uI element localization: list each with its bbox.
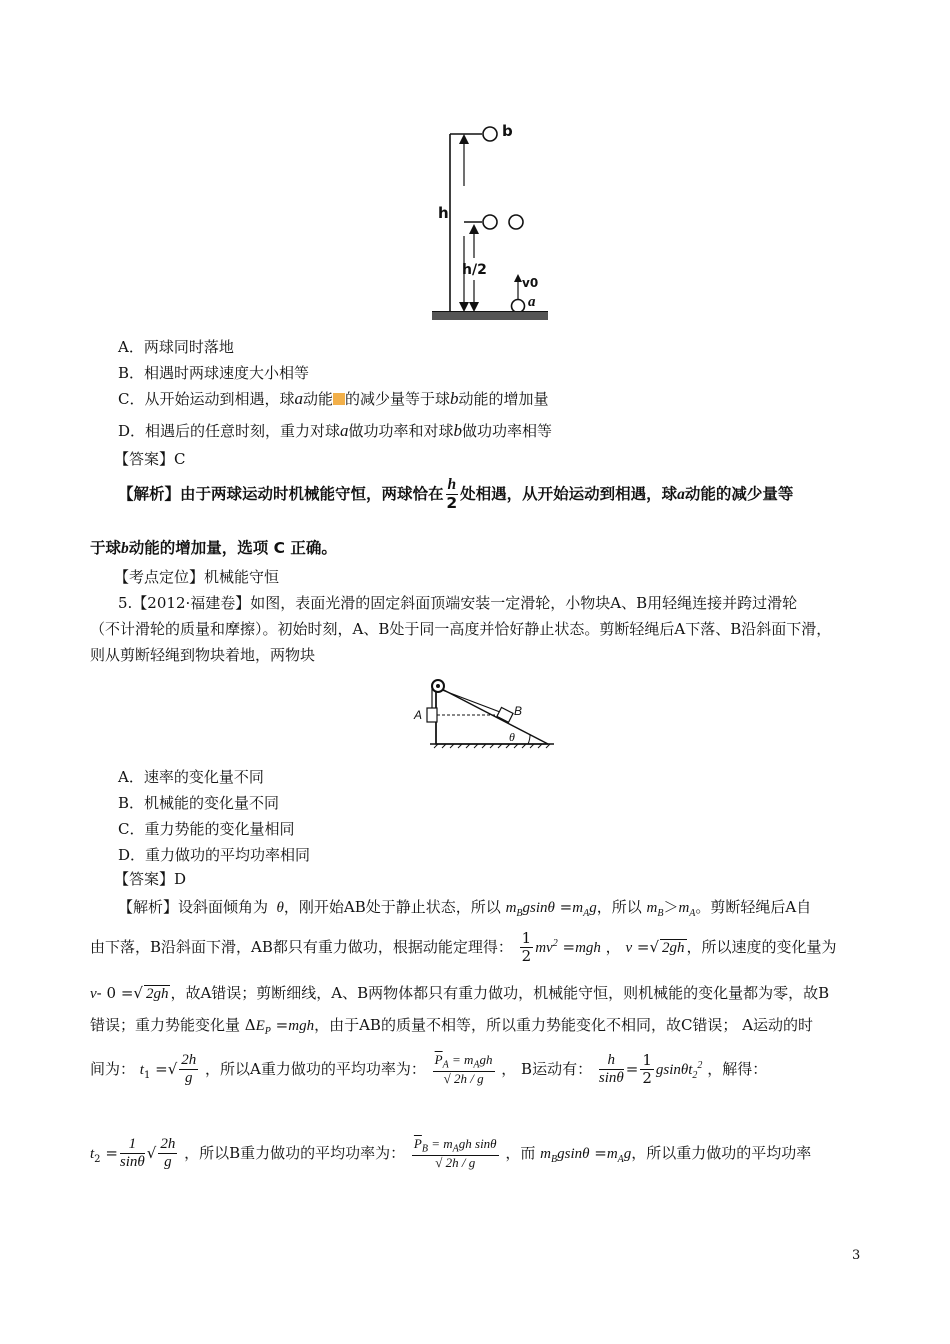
var-a: a	[677, 485, 685, 503]
q5-analysis-l1-part4: 。剪断轻绳后A自	[695, 898, 812, 916]
q4-analysis-line2	[90, 536, 337, 558]
q5-analysis-l2-part2: ，所以速度的变化量为	[686, 937, 837, 956]
var-a: a	[294, 389, 303, 408]
q4-analysis-part5: 动能的增加量，选项 C 正确。	[128, 539, 337, 557]
label-a: a	[528, 294, 536, 310]
frac-den: 2	[446, 493, 458, 512]
fraction-h-over-2	[446, 476, 459, 513]
label-v0: v0	[522, 276, 539, 290]
q4-option-d	[118, 420, 552, 441]
q5-analysis-l4-part2: ，由于AB的质量不相等，所以重力势能变化不相同，故C错误； A运动的时	[314, 1016, 814, 1034]
q5-stem-line1: 5.【2012·福建卷】如图，表面光滑的固定斜面顶端安装一定滑轮，小物块A、B用轻绳连接并跨过滑轮	[118, 594, 798, 612]
q5-analysis-line4: 错误；重力势能变化量 $\Delta E_P =mgh$，由于AB的质量不相等，所以重力势能变化不相同，故C错误； A运动的时	[90, 1016, 814, 1037]
q4-option-c-part1: C．从开始运动到相遇，球	[118, 390, 295, 408]
label-theta: θ	[509, 730, 515, 744]
q4-analysis-part3: 动能的减少量等	[684, 484, 794, 503]
two-balls-diagram	[430, 120, 555, 325]
q5-analysis-l6-part1: ，所以B重力做功的平均功率为：	[184, 1143, 406, 1162]
highlight-mark	[333, 393, 345, 405]
q4-analysis-part1: 【解析】由于两球运动时机械能守恒，两球恰在	[118, 484, 444, 503]
q5-analysis-l5-part4: ，解得：	[707, 1059, 768, 1078]
q5-analysis-line3: v- 0 =√ 2gh ，故A错误；剪断细线，A、B两物体都只有重力做功，机械能守恒，则机械能的变化量都为零，故B	[90, 984, 830, 1002]
q4-option-c-part4: 动能的增加量	[458, 390, 549, 408]
q5-option-c: C．重力势能的变化量相同	[118, 820, 295, 838]
page-number: 3	[852, 1248, 861, 1263]
q5-analysis-l1-part3: ，所以	[596, 898, 642, 916]
q5-analysis-line2: 由下落，B沿斜面下滑，AB都只有重力做功，根据动能定理得： $\frac{1}{2}$ $mv^2 =mgh$ ， v =√ 2gh ，所以速度的变化量为	[90, 929, 837, 966]
q5-analysis-l5-part2: ，所以A重力做功的平均功率为：	[205, 1059, 426, 1078]
var-b: b	[121, 540, 129, 557]
q5-analysis-l3-part1: ，故A错误；剪断细线，A、B两物体都只有重力做功，机械能守恒，则机械能的变化量都为零，故B	[170, 984, 830, 1002]
q5-stem-line2: （不计滑轮的质量和摩擦）。初始时刻，A、B处于同一高度并恰好静止状态。剪断轻绳后A下落、B沿斜面下滑，	[90, 620, 832, 638]
q5-option-d: D．重力做功的平均功率相同	[118, 846, 311, 864]
q5-answer: 【答案】D	[114, 870, 187, 888]
q5-analysis-l5-part3: ， B运动有：	[501, 1059, 593, 1078]
q4-option-d-part3: 做功功率相等	[462, 422, 553, 440]
label-h: h	[438, 204, 449, 222]
q5-analysis-line1: 【解析】设斜面倾角为 θ，刚开始AB处于静止状态，所以 $m_Bgsin\theta =m_Ag$，所以 $m_B>m_A$。剪断轻绳后A自	[118, 898, 812, 919]
q4-analysis-line1	[118, 476, 793, 513]
q5-analysis-l6-part2: ，而	[505, 1143, 536, 1162]
q4-option-a: A．两球同时落地	[118, 338, 234, 356]
q5-stem-line3: 则从剪断轻绳到物块着地，两物块	[90, 646, 316, 664]
var-b: b	[450, 389, 459, 408]
q4-kaodian: 【考点定位】机械能守恒	[114, 568, 280, 586]
q5-analysis-line6: $t_2$ = $\frac{1}{\sin\theta}$ √ $\frac{2h}{g}$ ，所以B重力做功的平均功率为： $\frac{\overline{P}_B = m_Agh \sin\theta}{√ 2h / g}$ ，而 $m_Bgsin\theta =m_Ag$，所以重力做功的平均功率	[90, 1135, 812, 1171]
q5-option-a: A．速率的变化量不同	[118, 768, 264, 786]
q5-option-b: B．机械能的变化量不同	[118, 794, 280, 812]
q4-option-c-part3: 的减少量等于球	[345, 390, 451, 408]
q5-analysis-line5: 间为： $t_1$ =√ $\frac{2h}{g}$ ，所以A重力做功的平均功率为： $\frac{\overline{P}_A = m_Agh}{√ 2h / g}$ ， B运动有： $\frac{h}{\sin\theta}$ = $\frac{1}{2}$ gsinθt$_2^2$ ，解得：	[90, 1051, 768, 1088]
figure-incline	[406, 672, 556, 754]
label-b: b	[502, 122, 513, 140]
q4-option-c-part2: 动能	[302, 390, 333, 408]
figure-two-balls	[430, 120, 555, 325]
frac-num: h	[447, 476, 457, 493]
label-block-a: A	[414, 708, 423, 722]
q4-option-b: B．相遇时两球速度大小相等	[118, 364, 310, 382]
q4-option-d-part2: 做功功率和对球	[348, 422, 454, 440]
label-block-b: B	[514, 704, 523, 718]
q4-analysis-part4: 于球	[90, 539, 122, 557]
q5-analysis-l5-part1: 间为：	[90, 1059, 136, 1078]
q4-answer: 【答案】C	[114, 450, 186, 468]
var-a: a	[340, 421, 349, 440]
q4-option-d-part1: D．相遇后的任意时刻，重力对球	[118, 422, 341, 440]
q5-analysis-l6-part3: ，所以重力做功的平均功率	[631, 1143, 812, 1162]
q5-analysis-l4-part1: 错误；重力势能变化量	[90, 1016, 241, 1034]
q4-analysis-part2: 处相遇，从开始运动到相遇，球	[460, 484, 678, 503]
q5-analysis-l1-part1: 【解析】设斜面倾角为	[118, 898, 269, 916]
q4-option-c	[118, 388, 549, 409]
label-h-half: h/2	[462, 262, 487, 278]
incline-pulley-diagram	[406, 672, 556, 754]
var-b: b	[453, 421, 463, 440]
q5-analysis-l1-part2: ，刚开始AB处于静止状态，所以	[283, 898, 501, 916]
q5-analysis-l2-part1: 由下落，B沿斜面下滑，AB都只有重力做功，根据动能定理得：	[90, 937, 513, 956]
